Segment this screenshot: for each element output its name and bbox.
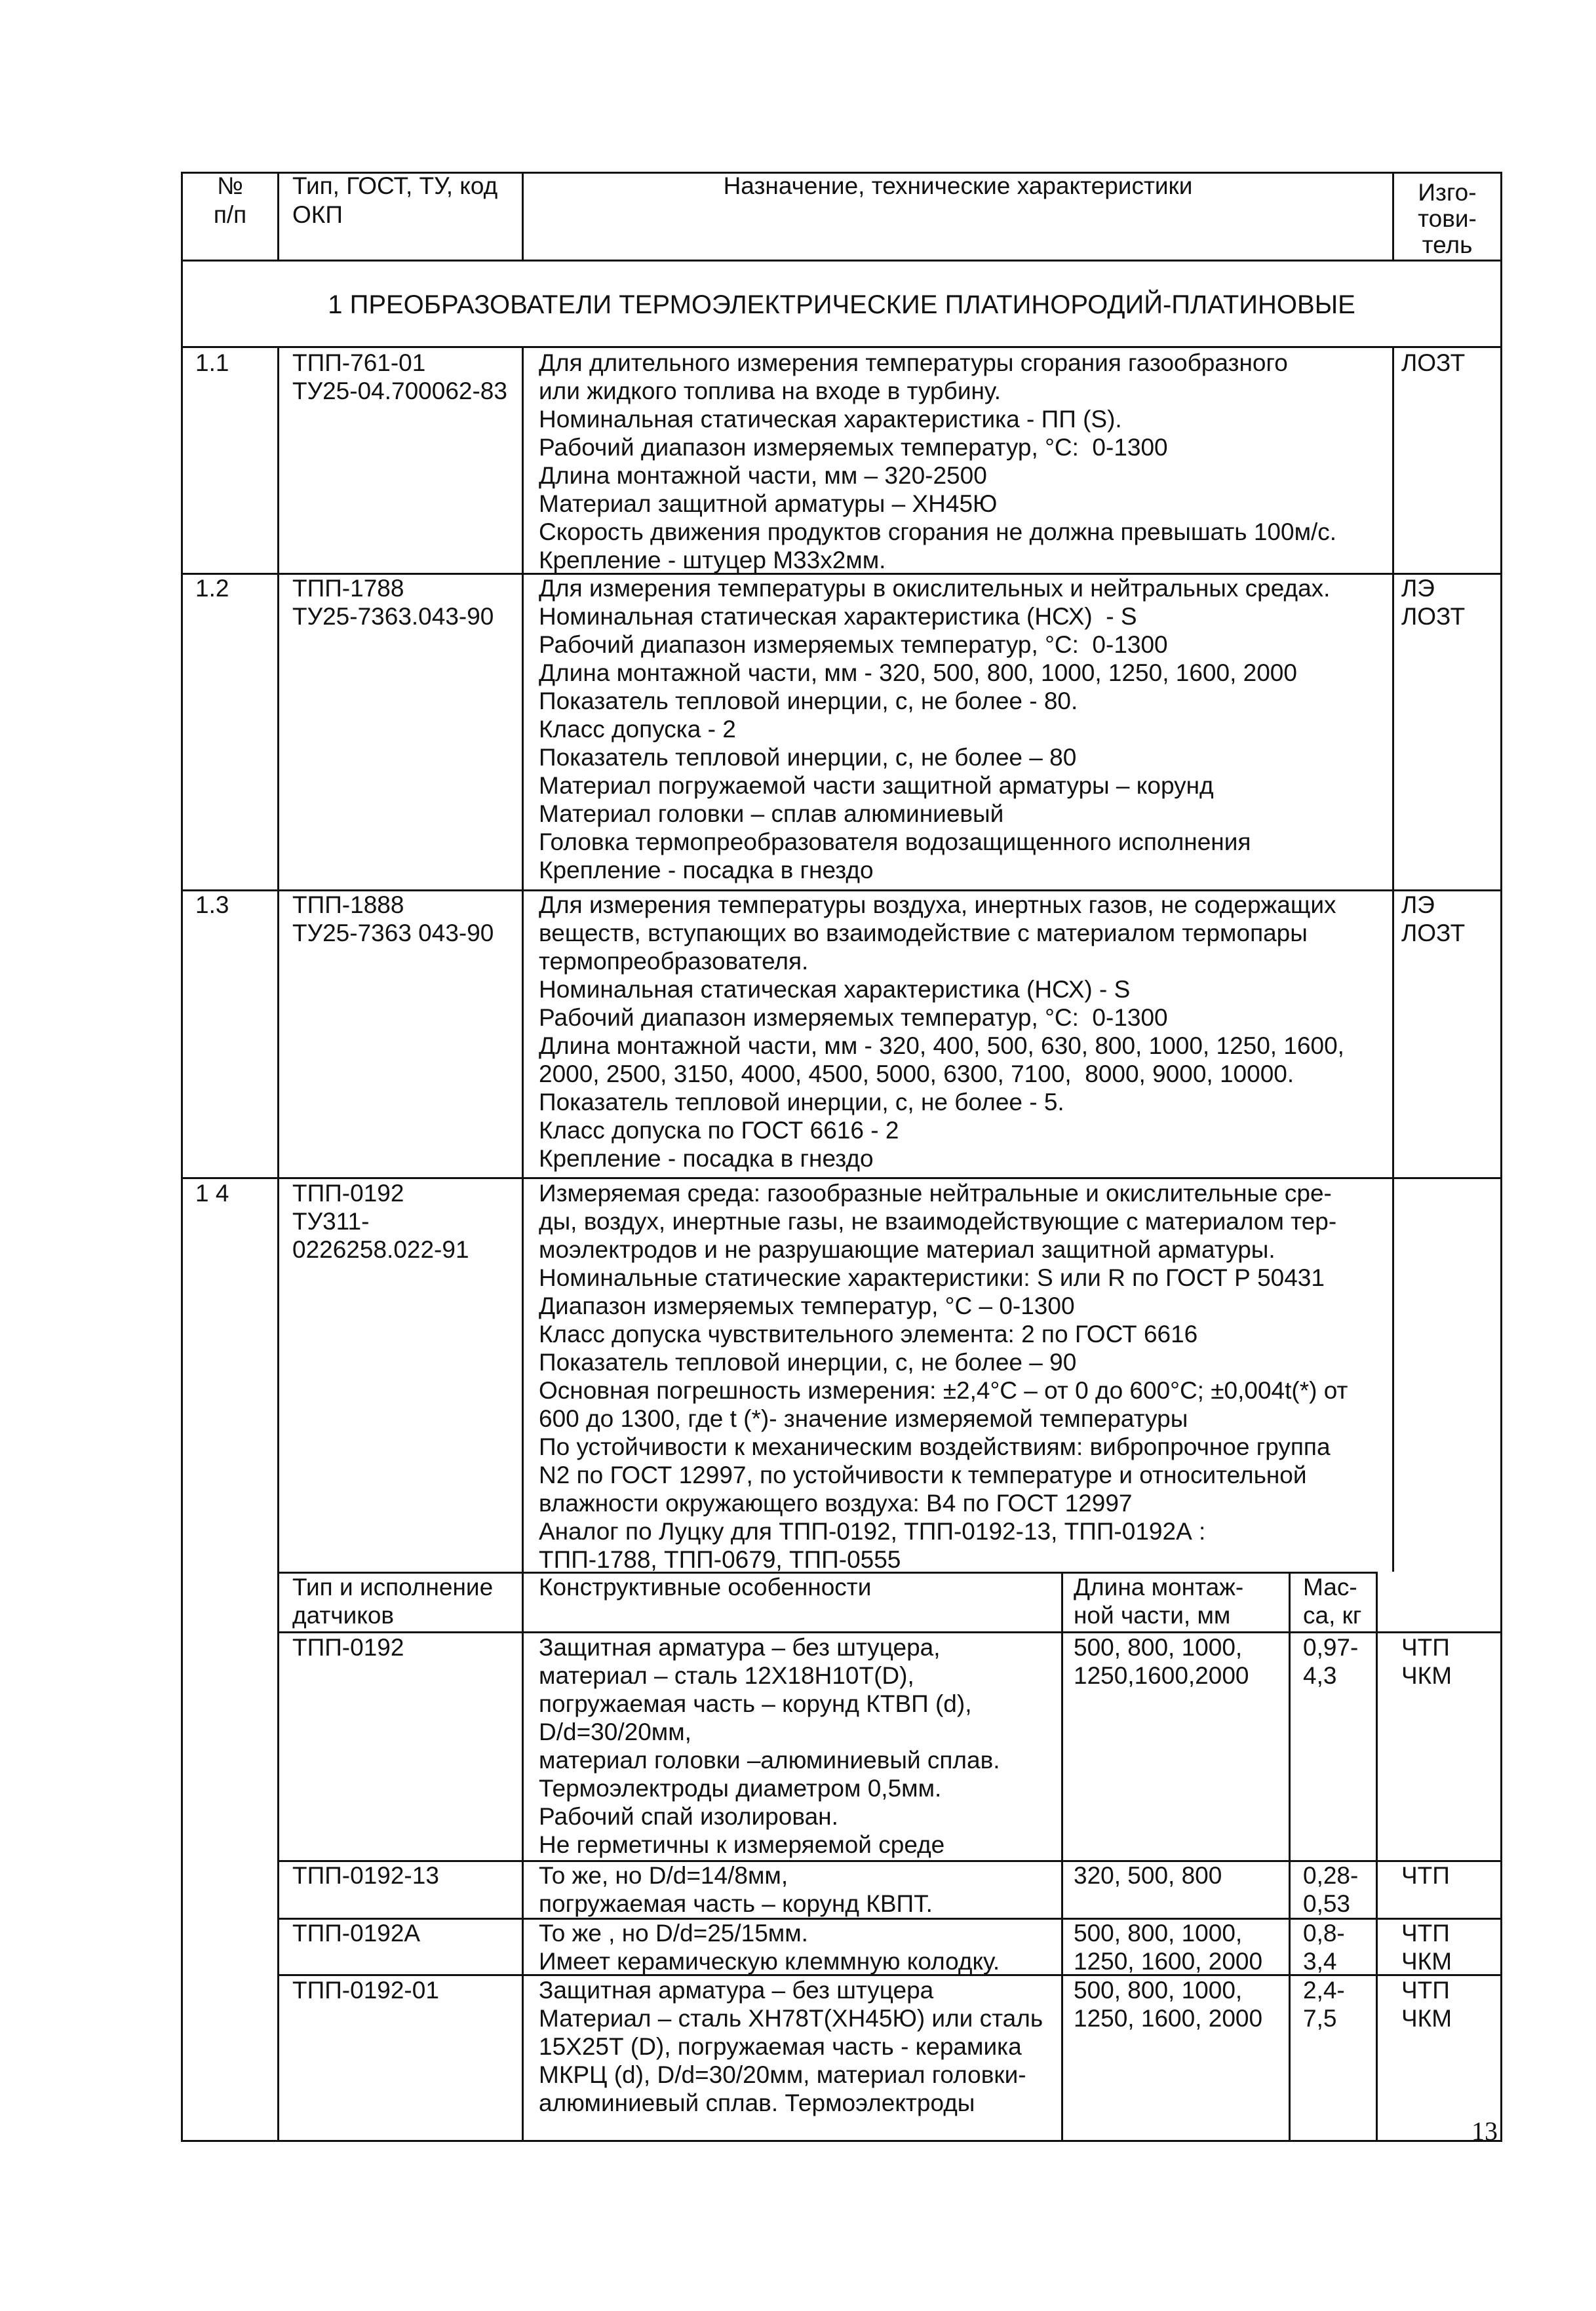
sub-header-type-1: Тип и исполнение (292, 1574, 494, 1601)
row-1-4-type-3: 0226258.022-91 (292, 1236, 469, 1263)
sub-header-mass-1: Мас- (1303, 1574, 1357, 1601)
row-1-3-mfr-2: ЛОЗТ (1401, 920, 1466, 946)
header-num-line-1: № (217, 172, 243, 199)
sub-row-1-mfr-2: ЧКМ (1401, 1662, 1452, 1689)
row-1-3-desc-line: Длина монтажной части, мм - 320, 400, 500, 630, 800, 1000, 1250, 1600, (539, 1032, 1344, 1059)
row-1-2-type-1: ТПП-1788 (292, 575, 404, 602)
row-1-3-desc-line: термопреобразователя. (539, 948, 809, 975)
sub-row-3-feature-line: То же , но D/d=25/15мм. (539, 1920, 808, 1947)
sub-row-2-mfr: ЧТП (1401, 1862, 1450, 1889)
row-1-4-desc-line: По устойчивости к механическим воздействиям: вибропрочное группа (539, 1433, 1331, 1460)
sub-row-3-type: ТПП-0192А (292, 1920, 421, 1947)
row-1-3-desc-line: Крепление - посадка в гнездо (539, 1145, 874, 1172)
document-page (181, 172, 1502, 2142)
sub-row-2-length: 320, 500, 800 (1074, 1862, 1222, 1889)
sub-row-4-length-1: 500, 800, 1000, (1074, 1977, 1243, 2004)
sub-row-3-feature-line: Имеет керамическую клеммную колодку. (539, 1948, 1000, 1975)
row-1-2-desc-line: Рабочий диапазон измеряемых температур, °С: 0-1300 (539, 631, 1168, 658)
col-3-line-sub (1376, 1572, 1378, 2142)
row-1-4-desc-line: Диапазон измеряемых температур, °С – 0-1300 (539, 1292, 1075, 1319)
sub-row-1-feature-line: Защитная арматура – без штуцера, (539, 1634, 941, 1661)
row-1-2-desc-line: Головка термопреобразователя водозащищенного исполнения (539, 828, 1251, 855)
sub-row-4-feature-line: алюминиевый сплав. Термоэлектроды (539, 2089, 975, 2116)
row-1-4-desc-line: ТПП-1788, ТПП-0679, ТПП-0555 (539, 1546, 901, 1573)
sub-row-2-mass-1: 0,28- (1303, 1862, 1359, 1889)
sub-row-4-feature-line: Материал – сталь ХН78Т(ХН45Ю) или сталь (539, 2005, 1043, 2032)
sub-col-mass-line (1289, 1572, 1291, 2142)
sub-row-4-mass-1: 2,4- (1303, 1977, 1345, 2004)
row-1-3-desc-line: Номинальная статическая характеристика (НСХ) - S (539, 976, 1131, 1003)
row-1-4-type-1: ТПП-0192 (292, 1180, 404, 1207)
row-1-2-desc-line: Материал погружаемой части защитной арматуры – корунд (539, 772, 1214, 799)
sub-row-4-mass-2: 7,5 (1303, 2005, 1337, 2032)
sub-row-3-mass-1: 0,8- (1303, 1920, 1345, 1947)
row-1-4-desc-line: N2 по ГОСТ 12997, по устойчивости к температуре и относительной (539, 1462, 1307, 1488)
row-1-2-desc-line: Материал головки – сплав алюминиевый (539, 800, 1004, 827)
row-1-3-desc-line: Рабочий диапазон измеряемых температур, °С: 0-1300 (539, 1004, 1168, 1031)
row-1-4-desc-line: Класс допуска чувствительного элемента: 2 по ГОСТ 6616 (539, 1321, 1198, 1348)
sub-row-1-feature-line: Термоэлектроды диаметром 0,5мм. (539, 1775, 942, 1802)
sub-row-1-length-2: 1250,1600,2000 (1074, 1662, 1249, 1689)
sub-row-2-feature-line: То же, но D/d=14/8мм, (539, 1862, 788, 1889)
sub-row-1-feature-line: погружаемая часть – корунд КТВП (d), (539, 1690, 972, 1717)
sub-row-1-feature-line: D/d=30/20мм, (539, 1719, 691, 1745)
sub-col-length-line (1061, 1572, 1063, 2142)
sub-row-1-feature-line: Рабочий спай изолирован. (539, 1803, 838, 1830)
header-num-line-2: п/п (213, 201, 247, 228)
row-1-4-desc-line: моэлектродов и не разрушающие материал защитной арматуры. (539, 1236, 1275, 1263)
row-1-3-desc-line: веществ, вступающих во взаимодействие с материалом термопары (539, 920, 1308, 946)
row-1-3-type-2: ТУ25-7363 043-90 (292, 920, 494, 946)
row-1-1-desc-line: Длина монтажной части, мм – 320-2500 (539, 462, 987, 489)
sub-row-4-feature-line: Защитная арматура – без штуцера (539, 1977, 934, 2004)
header-mfr-line-2: тови- (1418, 205, 1477, 232)
sub-row-4-mfr-1: ЧТП (1401, 1977, 1450, 2004)
row-1-2-mfr-1: ЛЭ (1401, 575, 1435, 602)
header-mfr-line-1: Изго- (1418, 179, 1477, 206)
sub-row-2-feature-line: погружаемая часть – корунд КВПТ. (539, 1890, 933, 1917)
sub-row-3-mfr-2: ЧКМ (1401, 1948, 1452, 1975)
row-1-1-num: 1.1 (195, 349, 229, 376)
section-bottom-line (181, 346, 1502, 348)
row-1-3-desc-line: Класс допуска по ГОСТ 6616 - 2 (539, 1117, 899, 1144)
row-1-2-type-2: ТУ25-7363.043-90 (292, 603, 494, 630)
row-1-4-desc-line: влажности окружающего воздуха: В4 по ГОСТ 12997 (539, 1490, 1133, 1517)
row-1-4-desc-line: 600 до 1300, где t (*)- значение измеряемой температуры (539, 1405, 1188, 1432)
sub-row-3-length-2: 1250, 1600, 2000 (1074, 1948, 1263, 1975)
table-border-left (181, 172, 183, 2142)
table-border-right (1500, 172, 1502, 2142)
row-1-4-desc-line: Основная погрешность измерения: ±2,4°С – от 0 до 600°С; ±0,004t(*) от (539, 1377, 1348, 1404)
header-mfr-line-3: тель (1422, 231, 1473, 258)
sub-row-1-feature-line: материал головки –алюминиевый сплав. (539, 1747, 1000, 1774)
row-1-4-desc-line: Измеряемая среда: газообразные нейтральные и окислительные сре- (539, 1180, 1332, 1207)
sub-row-1-feature-line: Не герметичны к измеряемой среде (539, 1831, 945, 1858)
sub-row-1-mass-1: 0,97- (1303, 1634, 1359, 1661)
row-1-2-desc-line: Показатель тепловой инерции, с, не более – 80 (539, 744, 1077, 771)
sub-row-4-type: ТПП-0192-01 (292, 1977, 439, 2004)
row-1-1-mfr: ЛОЗТ (1401, 349, 1466, 376)
header-bottom-line (181, 260, 1502, 262)
row-1-2-num: 1.2 (195, 575, 229, 602)
sub-header-features: Конструктивные особенности (539, 1574, 872, 1601)
row-1-4-desc-line: Аналог по Луцку для ТПП-0192, ТПП-0192-13, ТПП-0192А : (539, 1518, 1206, 1545)
row-1-3-mfr-1: ЛЭ (1401, 891, 1435, 918)
row-1-3-desc-line: 2000, 2500, 3150, 4000, 4500, 5000, 6300, 7100, 8000, 9000, 10000. (539, 1060, 1294, 1087)
row-1-1-type-2: ТУ25-04.700062-83 (292, 378, 507, 404)
row-1-1-desc-line: Скорость движения продуктов сгорания не должна превышать 100м/с. (539, 518, 1337, 545)
row-1-2-desc-line: Номинальная статическая характеристика (НСХ) - S (539, 603, 1137, 630)
sub-row-3-mfr-1: ЧТП (1401, 1920, 1450, 1947)
sub-row-1-mfr-1: ЧТП (1401, 1634, 1450, 1661)
sub-row-4-length-2: 1250, 1600, 2000 (1074, 2005, 1263, 2032)
row-1-1-desc-line: Рабочий диапазон измеряемых температур, °С: 0-1300 (539, 434, 1168, 461)
table-border-bottom (181, 2140, 1502, 2142)
sub-header-length-1: Длина монтаж- (1074, 1574, 1244, 1601)
header-type-line-1: Тип, ГОСТ, ТУ, код (292, 172, 498, 199)
row-1-4-desc-line: ды, воздух, инертные газы, не взаимодействующие с материалом тер- (539, 1208, 1337, 1235)
sub-row-4-mfr-2: ЧКМ (1401, 2005, 1452, 2032)
row-1-1-type-1: ТПП-761-01 (292, 349, 426, 376)
sub-row-1-type: ТПП-0192 (292, 1634, 404, 1661)
sub-row-4-feature-line: МКРЦ (d), D/d=30/20мм, материал головки- (539, 2061, 1026, 2088)
header-type-line-2: ОКП (292, 201, 343, 228)
row-1-1-desc-line: Для длительного измерения температуры сгорания газообразного (539, 349, 1288, 376)
row-1-4-type-2: ТУ311- (292, 1208, 370, 1235)
row-1-3-desc-line: Показатель тепловой инерции, с, не более - 5. (539, 1089, 1064, 1116)
header-purpose: Назначение, технические характеристики (723, 172, 1193, 199)
row-1-4-num: 1 4 (195, 1180, 229, 1207)
sub-row-1-feature-line: материал – сталь 12Х18Н10Т(D), (539, 1662, 914, 1689)
page-number: 13 (1471, 2116, 1498, 2146)
row-1-2-desc-line: Класс допуска - 2 (539, 716, 736, 743)
sub-header-length-2: ной части, мм (1074, 1602, 1231, 1629)
row-1-2-desc-line: Показатель тепловой инерции, с, не более - 80. (539, 688, 1078, 714)
row-1-1-desc-line: Номинальная статическая характеристика - ПП (S). (539, 406, 1122, 433)
row-1-2-mfr-2: ЛОЗТ (1401, 603, 1466, 630)
row-1-4-desc-line: Номинальные статические характеристики: S или R по ГОСТ Р 50431 (539, 1264, 1325, 1291)
row-1-2-desc-line: Для измерения температуры в окислительных и нейтральных средах. (539, 575, 1331, 602)
sub-row-1-mass-2: 4,3 (1303, 1662, 1337, 1689)
row-1-3-num: 1.3 (195, 891, 229, 918)
row-1-2-desc-line: Крепление - посадка в гнездо (539, 857, 874, 884)
row-1-3-type-1: ТПП-1888 (292, 891, 404, 918)
sub-row-2-type: ТПП-0192-13 (292, 1862, 439, 1889)
row-1-1-desc-line: Материал защитной арматуры – ХН45Ю (539, 490, 998, 517)
col-3-line-body (1392, 346, 1394, 1572)
row-1-2-desc-line: Длина монтажной части, мм - 320, 500, 800, 1000, 1250, 1600, 2000 (539, 659, 1297, 686)
row-1-1-desc-line: или жидкого топлива на входе в турбину. (539, 378, 1002, 404)
row-1-4-desc-line: Показатель тепловой инерции, с, не более – 90 (539, 1349, 1077, 1376)
sub-row-1-length-1: 500, 800, 1000, (1074, 1634, 1243, 1661)
sub-header-type-2: датчиков (292, 1602, 395, 1629)
sub-header-mass-2: са, кг (1303, 1602, 1362, 1629)
col-2-line-body (522, 346, 524, 2142)
sub-row-2-mass-2: 0,53 (1303, 1890, 1351, 1917)
sub-row-3-mass-2: 3,4 (1303, 1948, 1337, 1975)
sub-row-3-length-1: 500, 800, 1000, (1074, 1920, 1243, 1947)
row-1-1-desc-line: Крепление - штуцер М33х2мм. (539, 547, 886, 573)
sub-row-4-feature-line: 15Х25Т (D), погружаемая часть - керамика (539, 2033, 1022, 2060)
section-title: 1 ПРЕОБРАЗОВАТЕЛИ ТЕРМОЭЛЕКТРИЧЕСКИЕ ПЛАТИНОРОДИЙ-ПЛАТИНОВЫЕ (328, 290, 1355, 319)
col-1-line-body (277, 346, 279, 2142)
row-1-3-desc-line: Для измерения температуры воздуха, инертных газов, не содержащих (539, 891, 1336, 918)
